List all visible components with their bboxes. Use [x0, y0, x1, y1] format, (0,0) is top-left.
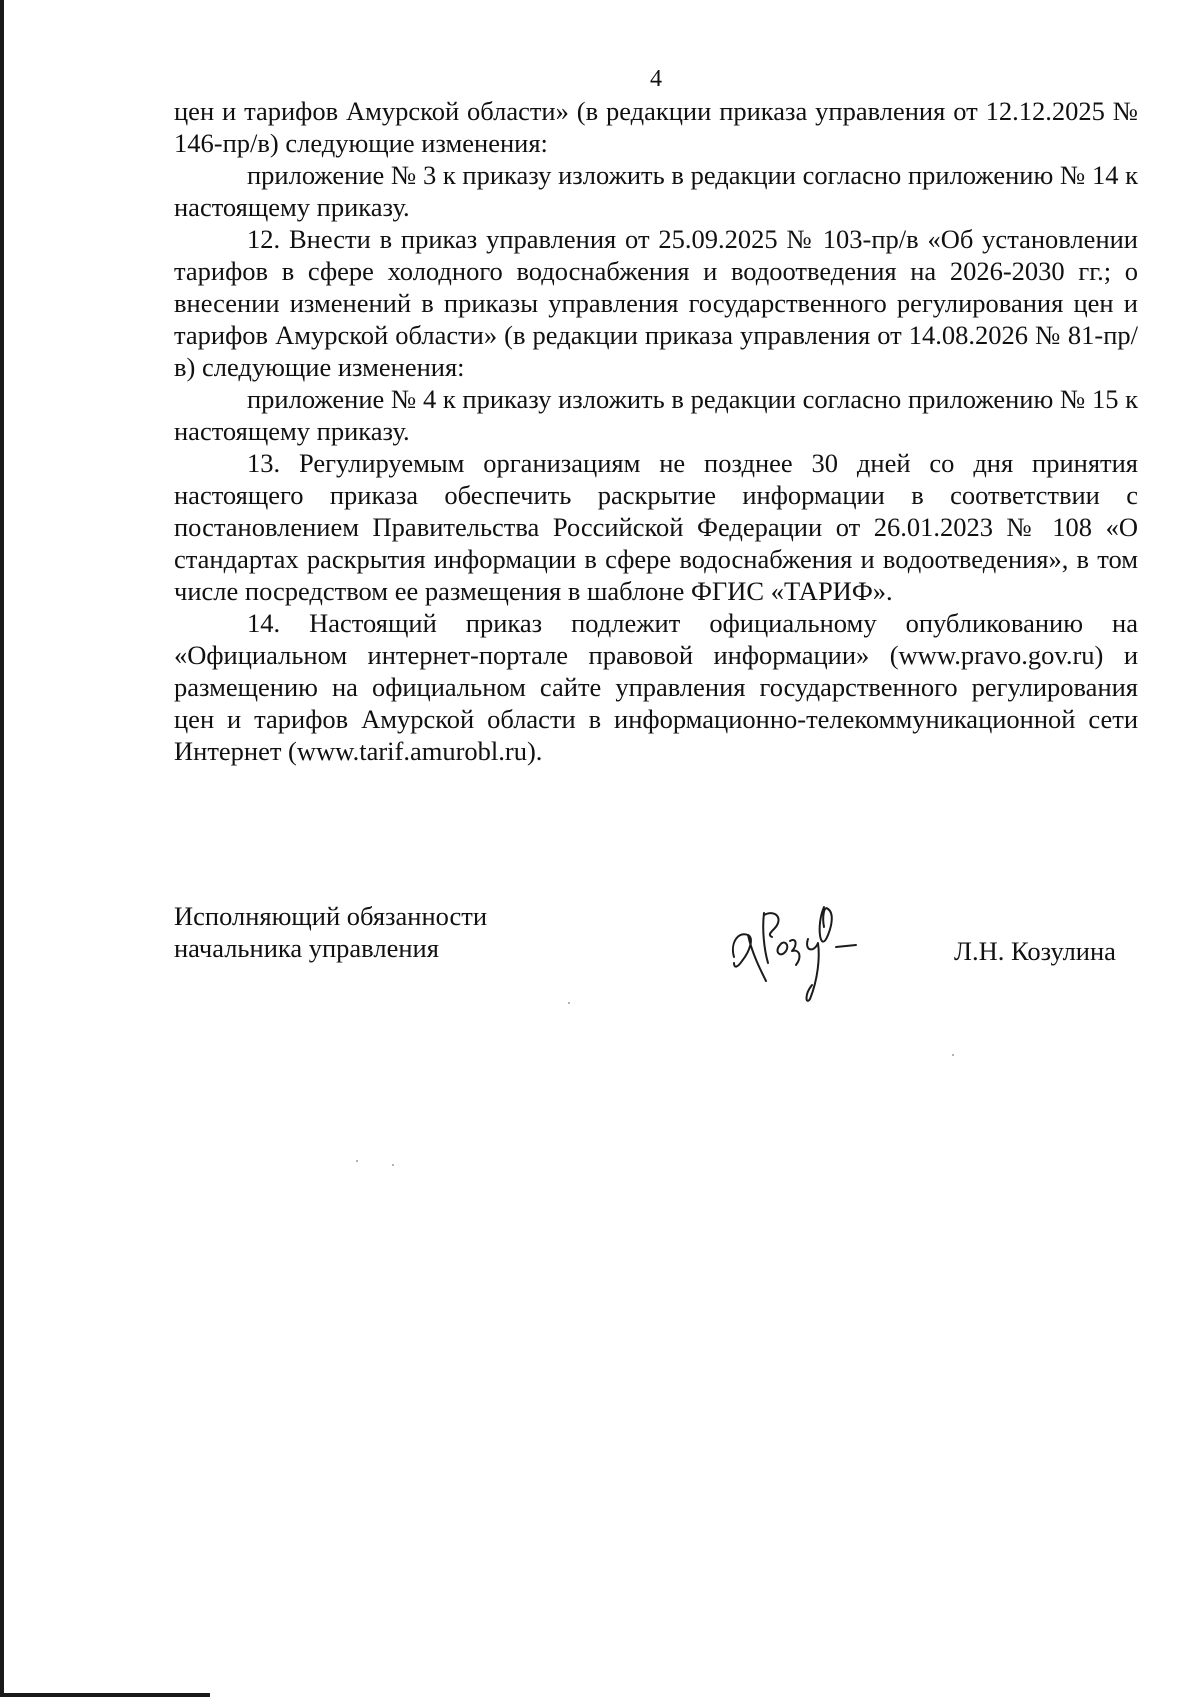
scan-speck: [392, 1164, 394, 1166]
signer-position-line-2: начальника управления: [174, 933, 439, 963]
paragraph-item-14: 14. Настоящий приказ подлежит официальному опубликованию на «Официальном интернет-портале правовой информации» (www.pravo.gov.ru) и размещению на официальном сайте управления государственного регулирования цен и тарифов Амурской области в информационно-телекоммуникационной сети Интернет (www.tarif.amurobl.ru).: [174, 608, 1138, 766]
paragraph-continuation: цен и тарифов Амурской области» (в редакции приказа управления от 12.12.2025 № 146-пр/в) следующие изменения:: [174, 96, 1138, 158]
paragraph-annex-3: приложение № 3 к приказу изложить в редакции согласно приложению № 14 к настоящему приказу.: [174, 160, 1138, 222]
scan-speck: [356, 1160, 358, 1162]
scan-border-left: [0, 0, 4, 1697]
paragraph-item-12: 12. Внести в приказ управления от 25.09.2025 № 103-пр/в «Об установлении тарифов в сфере холодного водоснабжения и водоотведения на 2026-2030 гг.; о внесении изменений в приказы управления государственного регулирования цен и тарифов Амурской области» (в редакции приказа управления от 14.08.2026 № 81-пр/в) следующие изменения:: [174, 224, 1138, 382]
scan-border-bottom: [0, 1693, 210, 1697]
handwritten-signature-icon: [724, 895, 880, 1011]
paragraph-item-13: 13. Регулируемым организациям не позднее 30 дней со дня принятия настоящего приказа обеспечить раскрытие информации в соответствии с постановлением Правительства Российской Федерации от 26.01.2023 № 108 «О стандартах раскрытия информации в сфере водоснабжения и водоотведения», в том числе посредством ее размещения в шаблоне ФГИС «ТАРИФ».: [174, 448, 1138, 606]
signer-name: Л.Н. Козулина: [954, 936, 1116, 966]
scan-speck: [568, 1002, 570, 1004]
document-body: [174, 95, 1138, 767]
scan-speck: [952, 1054, 954, 1056]
signer-position: [174, 900, 487, 964]
signer-position-line-1: Исполняющий обязанности: [174, 901, 488, 931]
page-number: 4: [650, 66, 662, 92]
paragraph-annex-4: приложение № 4 к приказу изложить в редакции согласно приложению № 15 к настоящему приказу.: [174, 384, 1138, 446]
